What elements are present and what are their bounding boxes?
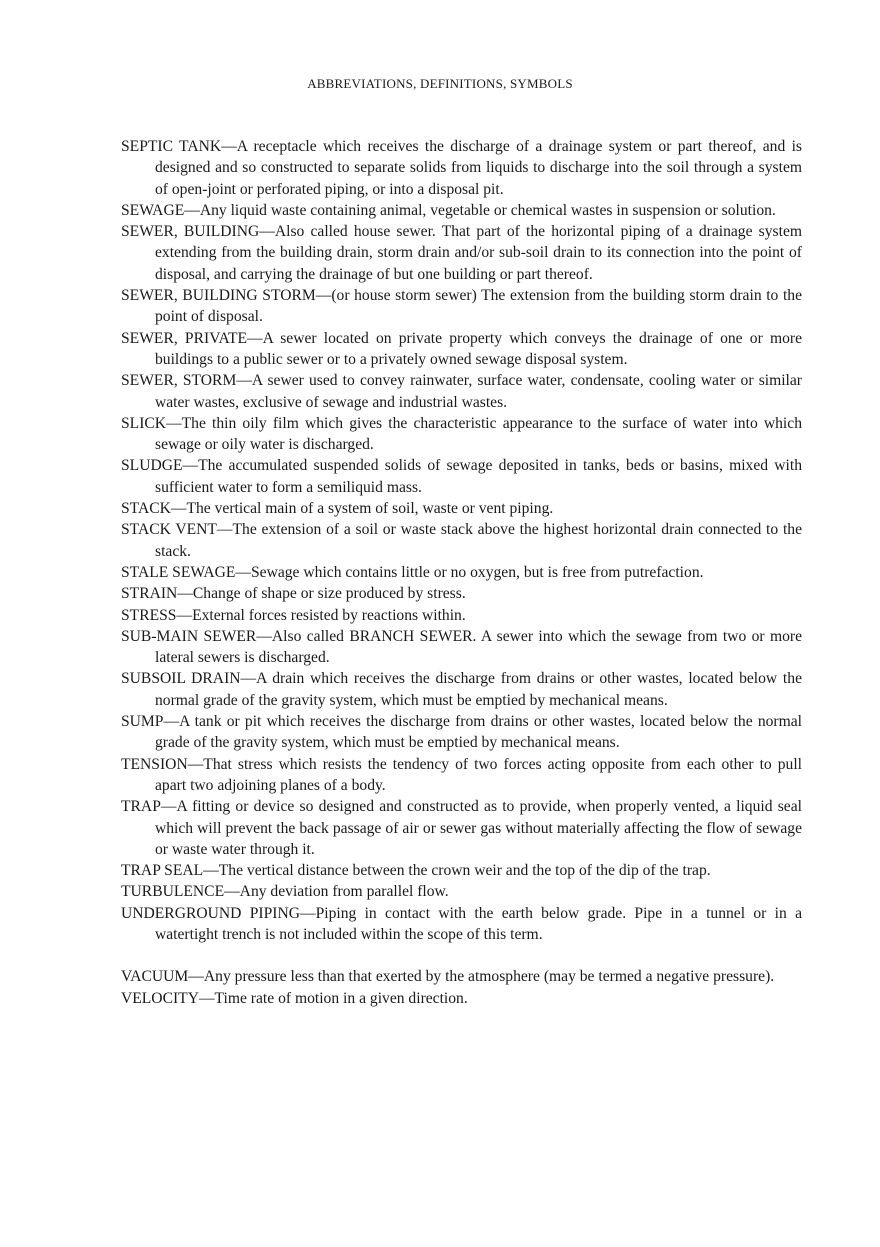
definition-vacuum: VACUUM—Any pressure less than that exerted by the atmosphere (may be termed a negative pressure). [121,968,775,986]
definition-stack: STACK—The vertical main of a system of soil, waste or vent piping. [121,500,554,518]
definition-stack-vent: STACK VENT—The extension of a soil or waste stack above the highest horizontal drain connected to the stack. [121,521,802,560]
definition-trap: TRAP—A fitting or device so designed and constructed as to provide, when properly vented, a liquid seal which will prevent the back passage of air or sewer gas without materially affecting the flow of sewage or waste water through it. [121,798,802,858]
definition-velocity: VELOCITY—Time rate of motion in a given direction. [121,989,468,1007]
definition-list [121,136,802,1009]
running-header: ABBREVIATIONS, DEFINITIONS, SYMBOLS [307,76,573,91]
definition-sludge: SLUDGE—The accumulated suspended solids of sewage deposited in tanks, beds or basins, mixed with sufficient water to form a semiliquid mass. [121,457,802,496]
definition-sub-main-sewer: SUB-MAIN SEWER—Also called BRANCH SEWER. A sewer into which the sewage from two or more lateral sewers is discharged. [121,627,802,667]
definition-sewer-private: SEWER, PRIVATE—A sewer located on private property which conveys the drainage of one or more buildings to a public sewer or to a privately owned sewage disposal system. [121,329,802,368]
definition-sewer-storm: SEWER, STORM—A sewer used to convey rainwater, surface water, condensate, cooling water or similar water wastes, exclusive of sewage and industrial wastes. [121,372,802,411]
definition-turbulence: TURBULENCE—Any deviation from parallel flow. [121,883,449,901]
definition-strain: STRAIN—Change of shape or size produced by stress. [121,585,466,603]
definition-slick: SLICK—The thin oily film which gives the characteristic appearance to the surface of water into which sewage or oily water is discharged. [121,414,802,454]
definition-subsoil-drain: SUBSOIL DRAIN—A drain which receives the discharge from drains or other wastes, located below the normal grade of the gravity system, which must be emptied by mechanical means. [121,670,802,709]
definition-sewage: SEWAGE—Any liquid waste containing animal, vegetable or chemical wastes in suspension or solution. [121,201,776,219]
definition-septic-tank: SEPTIC TANK—A receptacle which receives the discharge of a drainage system or part thereof, and is designed and so constructed to separate solids from liquids to discharge into the soil through a system of open-joint or perforated piping, or into a disposal pit. [121,138,802,198]
definition-sewer-building: SEWER, BUILDING—Also called house sewer. That part of the horizontal piping of a drainage system extending from the building drain, storm drain and/or sub-soil drain to its connection into the point of disposal, and carrying the drainage of but one building or part thereof. [121,223,802,283]
definition-sump: SUMP—A tank or pit which receives the discharge from drains or other wastes, located below the normal grade of the gravity system, which must be emptied by mechanical means. [121,713,802,752]
definition-trap-seal: TRAP SEAL—The vertical distance between the crown weir and the top of the dip of the trap. [121,862,711,880]
definition-stale-sewage: STALE SEWAGE—Sewage which contains little or no oxygen, but is free from putrefaction. [121,563,704,581]
definition-tension: TENSION—That stress which resists the tendency of two forces acting opposite from each other to pull apart two adjoining planes of a body. [121,755,802,794]
definition-underground-piping: UNDERGROUND PIPING—Piping in contact with the earth below grade. Pipe in a tunnel or in a watertight trench is not included within the scope of this term. [121,904,802,943]
definition-sewer-building-storm: SEWER, BUILDING STORM—(or house storm sewer) The extension from the building storm drain to the point of disposal. [121,287,802,326]
definition-stress: STRESS—External forces resisted by reactions within. [121,606,466,624]
